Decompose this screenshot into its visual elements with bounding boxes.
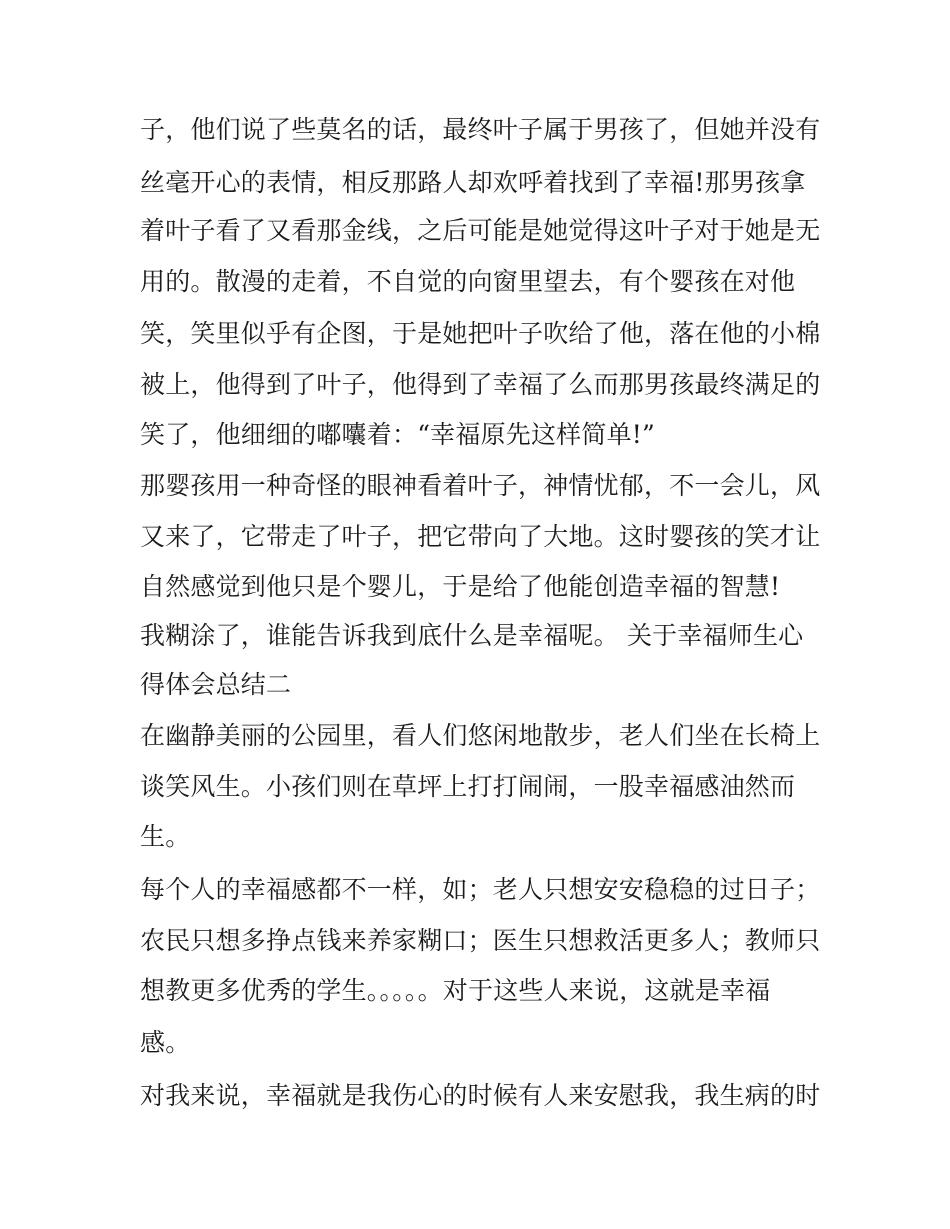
text-line: 又来了，它带走了叶子，把它带向了大地。这时婴孩的笑才让 — [140, 522, 821, 551]
text-line: 子，他们说了些莫名的话，最终叶子属于男孩了，但她并没有 — [140, 115, 821, 144]
text-line: 被上，他得到了叶子，他得到了幸福了么而那男孩最终满足的 — [140, 370, 821, 399]
text-line: 谈笑风生。小孩们则在草坪上打打闹闹，一股幸福感油然而 — [140, 772, 796, 801]
text-line: 自然感觉到他只是个婴儿，于是给了他能创造幸福的智慧! — [140, 572, 781, 601]
text-line: 我糊涂了，谁能告诉我到底什么是幸福呢。 关于幸福师生心 — [140, 621, 804, 650]
text-line: 农民只想多挣点钱来养家糊口；医生只想救活更多人；教师只 — [140, 926, 821, 955]
text-line: 在幽静美丽的公园里，看人们悠闲地散步，老人们坐在长椅上 — [140, 721, 821, 750]
text-line: 用的。散漫的走着，不自觉的向窗里望去，有个婴孩在对他 — [140, 267, 796, 296]
text-line: 每个人的幸福感都不一样，如；老人只想安安稳稳的过日子； — [140, 875, 821, 904]
section-heading: 得体会总结二 — [140, 670, 292, 699]
text-line: 着叶子看了又看那金线，之后可能是她觉得这叶子对于她是无 — [140, 216, 821, 245]
text-line: 丝毫开心的表情，相反那路人却欢呼着找到了幸福!那男孩拿 — [140, 168, 806, 197]
text-line: 那婴孩用一种奇怪的眼神看着叶子，神情忧郁，不一会儿，风 — [140, 471, 821, 500]
text-line: 笑了，他细细的嘟囔着：“幸福原先这样简单!” — [140, 420, 656, 449]
text-line: 对我来说，幸福就是我伤心的时候有人来安慰我，我生病的时 — [140, 1081, 821, 1110]
text-line: 想教更多优秀的学生。。。。。对于这些人来说，这就是幸福 — [140, 976, 771, 1005]
text-line: 生。 — [140, 822, 191, 851]
text-line: 感。 — [140, 1028, 191, 1057]
text-line: 笑，笑里似乎有企图，于是她把叶子吹给了他，落在他的小棉 — [140, 319, 821, 348]
